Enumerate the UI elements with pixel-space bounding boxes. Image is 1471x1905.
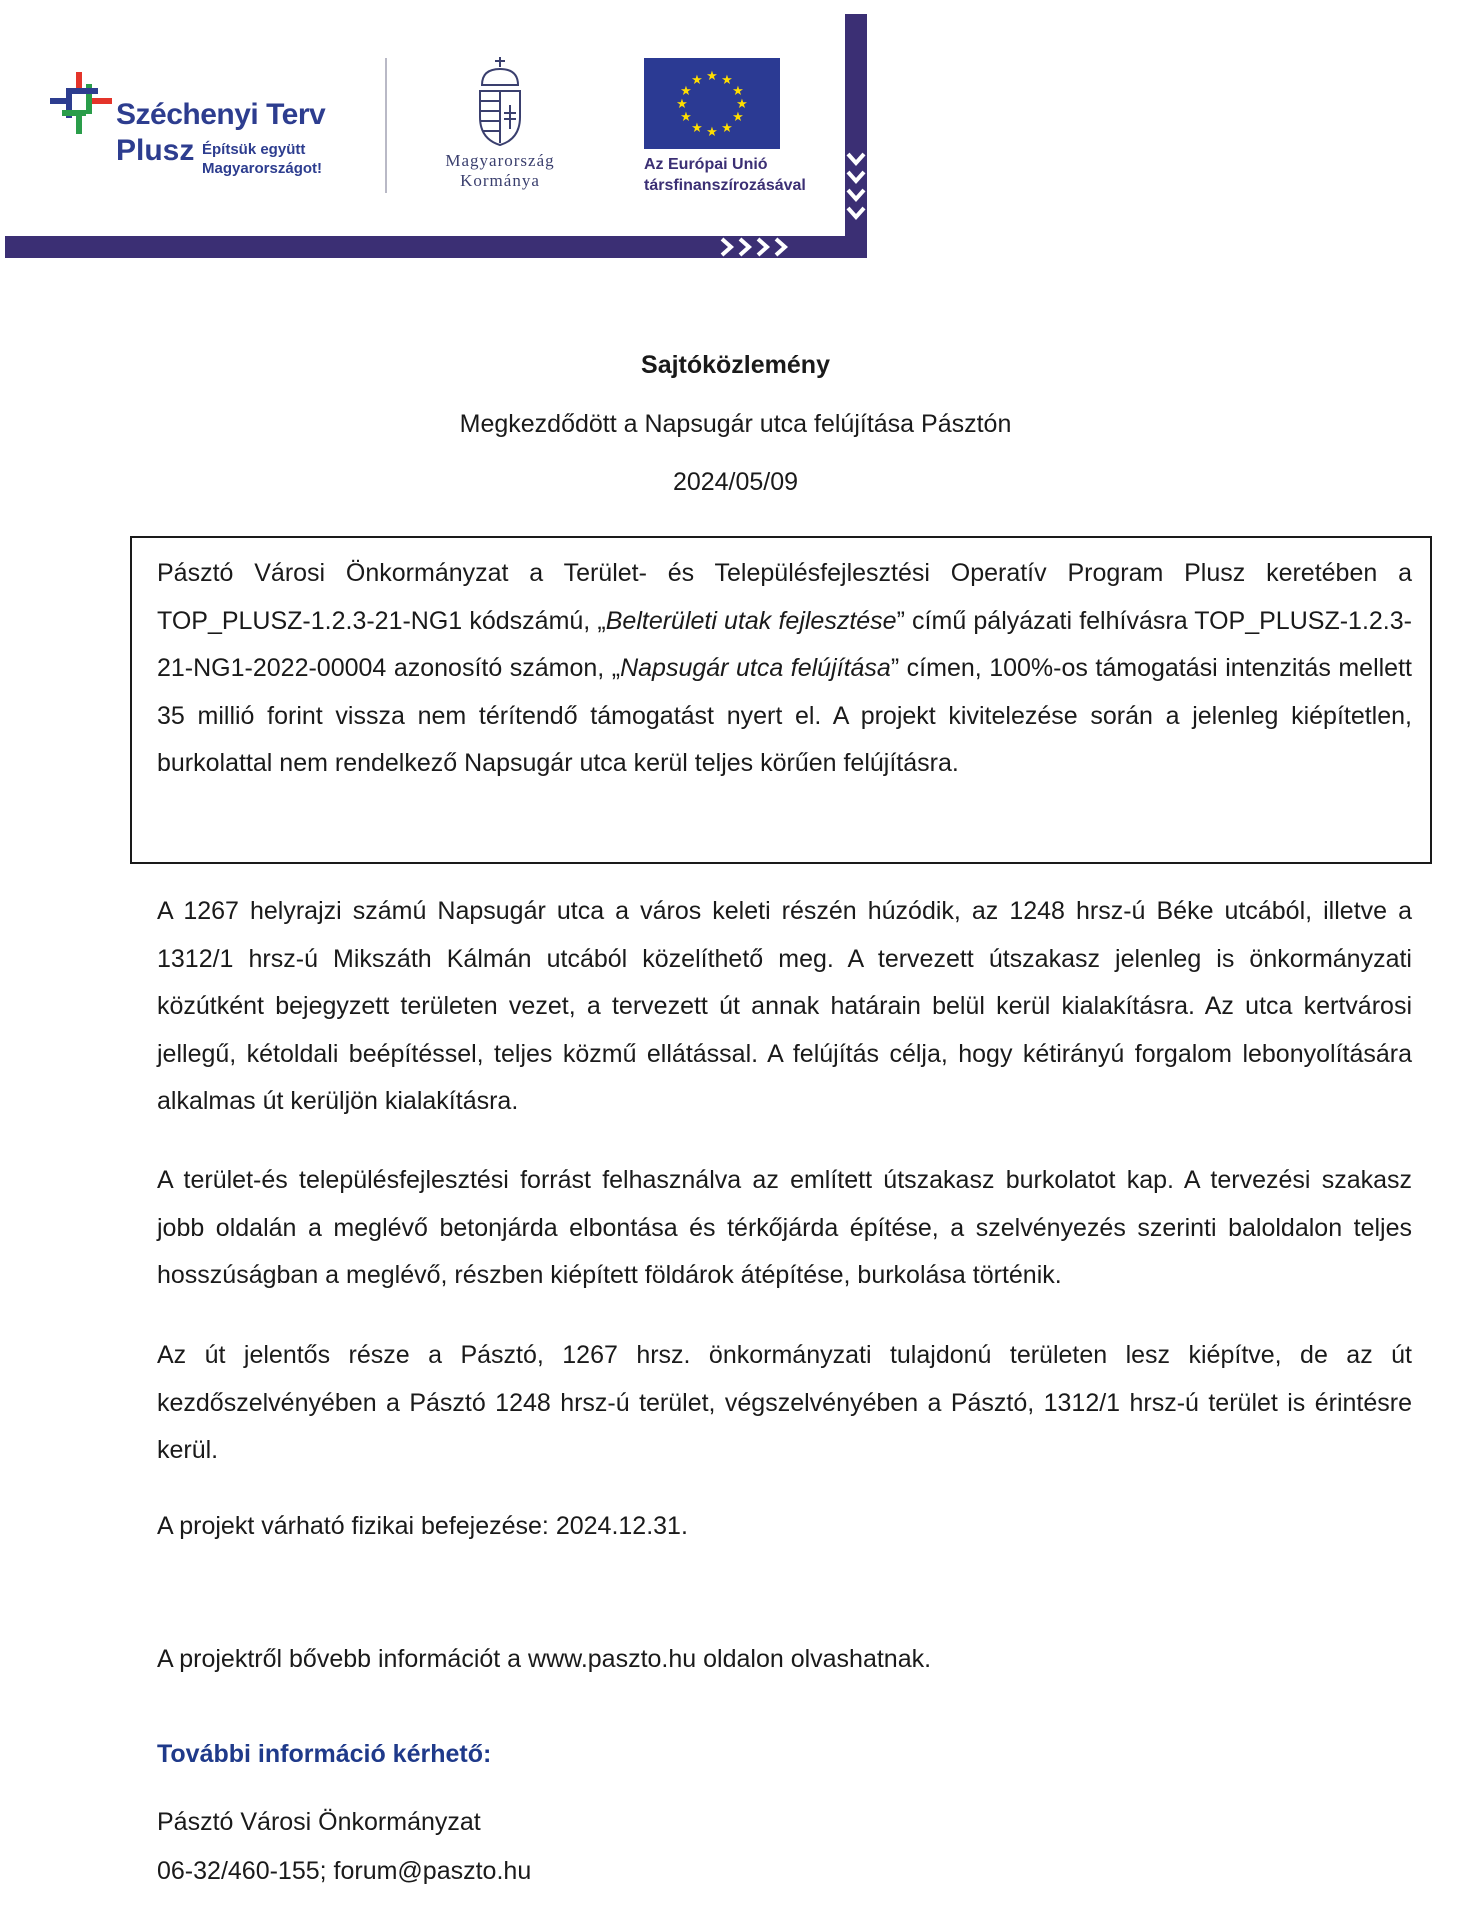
- summary-italic-1: Belterületi utak fejlesztése: [605, 606, 897, 635]
- document-title: Sajtóközlemény: [641, 351, 830, 379]
- eu-line-2: társfinanszírozásával: [644, 177, 806, 194]
- svg-text:★: ★: [736, 97, 748, 112]
- eu-logo-text: [644, 154, 844, 196]
- svg-text:★: ★: [680, 110, 692, 125]
- szechenyi-terv-logo: [48, 70, 348, 185]
- coat-of-arms-icon: [470, 55, 530, 147]
- svg-text:★: ★: [721, 73, 733, 88]
- svg-text:★: ★: [732, 84, 744, 99]
- svg-text:★: ★: [732, 110, 744, 125]
- body-paragraph-2: A terület-és településfejlesztési forrást felhasználva az említett útszakasz burkolatot kap. A tervezési szakasz jobb oldalán a meglévő betonjárda elbontása és térkőjárda építése, a szelvényezés szerinti baloldalon teljes hosszúságban a meglévő, részben kiépített földárok átépítése, burkolása történik.: [157, 1166, 1412, 1289]
- summary-text-3: ” címen, 100%-os támogatási intenzitás mellett 35 millió forint vissza nem térítendő támogatást nyert el. A projekt kivitelezése során a jelenleg kiépítetlen, burkolattal nem rendelkező Napsugár utca kerül teljes körűen felújításra.: [157, 654, 1412, 777]
- header-band: [0, 0, 1471, 265]
- more-info-heading: További információ kérhető:: [157, 1740, 492, 1768]
- body-paragraph-1: A 1267 helyrajzi számú Napsugár utca a város keleti részén húzódik, az 1248 hrsz-ú Béke utcából, illetve a 1312/1 hrsz-ú Mikszáth Kálmán utcából közelíthető meg. A tervezett útszakasz jelenleg is önkormányzati közútként bejegyzett területen vezet, a tervezett út annak határain belül kerül kialakításra. Az utca kertvárosi jellegű, kétoldali beépítéssel, teljes közmű ellátással. A felújítás célja, hogy kétirányú forgalom lebonyolítására alkalmas út kerüljön kialakításra.: [157, 897, 1412, 1115]
- svg-text:★: ★: [691, 121, 703, 136]
- eu-flag: [644, 58, 780, 149]
- slogan-line-1: Építsük együtt: [202, 141, 306, 158]
- summary-italic-2: Napsugár utca felújítása: [620, 654, 891, 682]
- summary-text-1: Pásztó Városi Önkormányzat a Terület- és Településfejlesztési Operatív Program Plusz keretében a TOP_PLUSZ-1.2.3-21-NG1 kódszámú, „: [157, 559, 1412, 635]
- eu-line-1: Az Európai Unió: [644, 156, 768, 173]
- svg-text:★: ★: [706, 69, 718, 84]
- document-subtitle: Megkezdődött a Napsugár utca felújítása Pásztón: [459, 410, 1012, 438]
- logo-divider: [385, 58, 387, 193]
- szechenyi-logo-title: Széchenyi Terv: [116, 98, 326, 131]
- contact-phone-email: 06-32/460-155; forum@paszto.hu: [157, 1857, 532, 1885]
- government-logo-text: [420, 151, 580, 191]
- more-info-website-paragraph: A projektről bővebb információt a www.paszto.hu oldalon olvashatnak.: [157, 1645, 932, 1673]
- completion-date-paragraph: A projekt várható fizikai befejezése: 2024.12.31.: [157, 1512, 688, 1540]
- svg-text:★: ★: [706, 125, 718, 140]
- svg-text:★: ★: [680, 84, 692, 99]
- eu-logo: [638, 58, 818, 198]
- government-line-1: Magyarország: [445, 151, 555, 170]
- szechenyi-logo-slogan: [202, 140, 322, 178]
- svg-text:★: ★: [721, 121, 733, 136]
- chevron-arrows-vertical-icon: [845, 150, 867, 240]
- summary-paragraph: [157, 550, 1412, 788]
- document-date: 2024/05/09: [672, 468, 799, 496]
- slogan-line-2: Magyarországot!: [202, 160, 323, 177]
- body-paragraph-3: Az út jelentős része a Pásztó, 1267 hrsz. önkormányzati tulajdonú területen lesz kiépítve, de az út kezdőszelvényében a Pásztó 1248 hrsz-ú terület, végszelvényében a Pásztó, 1312/1 hrsz-ú terület is érintésre kerül.: [157, 1341, 1412, 1464]
- government-line-2: Kormánya: [460, 171, 540, 190]
- svg-text:★: ★: [691, 73, 703, 88]
- summary-text-2: ” című pályázati felhívásra TOP_PLUSZ-1.2.3-21-NG1-2022-00004 azonosító számon, „: [157, 606, 1412, 682]
- svg-text:★: ★: [676, 97, 688, 112]
- chevron-arrows-horizontal-icon: [718, 236, 842, 258]
- szechenyi-cross-icon: [48, 70, 114, 136]
- contact-organization: Pásztó Városi Önkormányzat: [157, 1808, 481, 1836]
- szechenyi-logo-plusz: Plusz: [116, 134, 195, 167]
- government-logo: [420, 55, 580, 200]
- eu-stars-icon: [644, 58, 780, 149]
